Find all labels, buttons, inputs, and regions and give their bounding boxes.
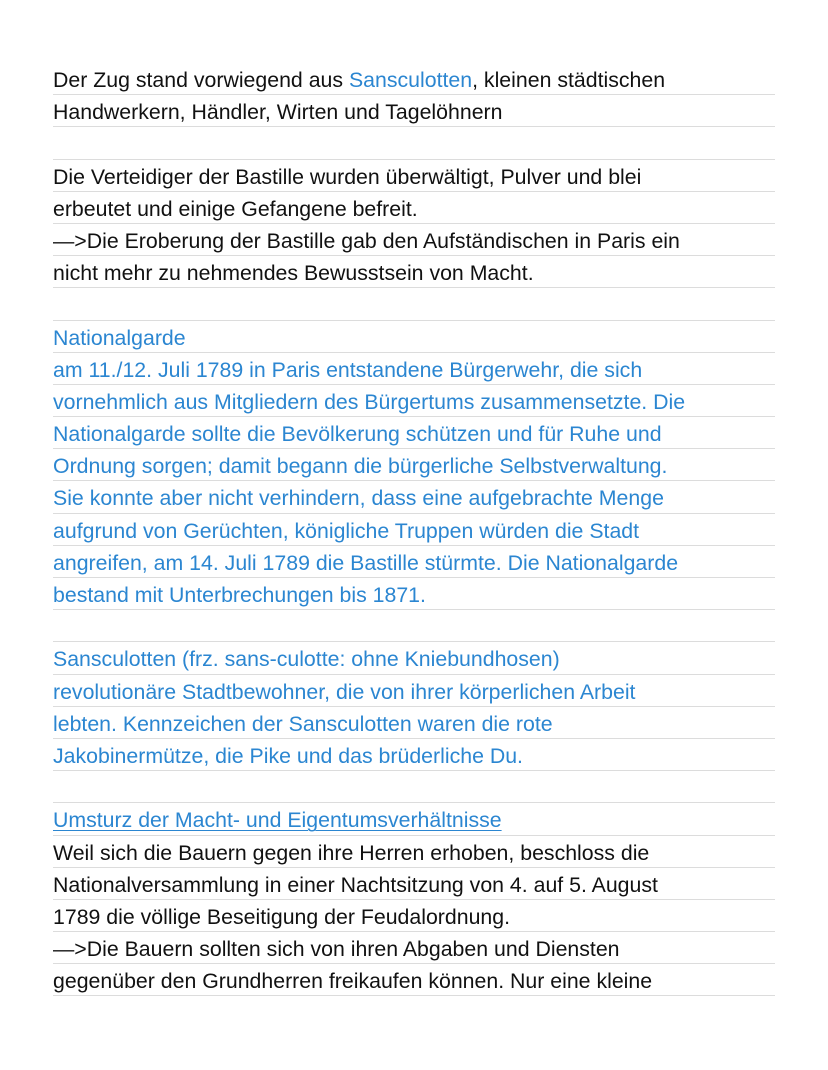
paragraph-line: 1789 die völlige Beseitigung der Feudalordnung. xyxy=(53,900,775,932)
definition-line: Nationalgarde sollte die Bevölkerung schützen und für Ruhe und xyxy=(53,417,775,449)
definition-line: Ordnung sorgen; damit begann die bürgerliche Selbstverwaltung. xyxy=(53,449,775,481)
section-heading-umsturz[interactable]: Umsturz der Macht- und Eigentumsverhältnisse xyxy=(53,808,502,833)
blank-line xyxy=(53,288,775,320)
paragraph-line: nicht mehr zu nehmendes Bewusstsein von Macht. xyxy=(53,256,775,288)
definition-line: Jakobinermütze, die Pike und das brüderliche Du. xyxy=(53,739,775,771)
blank-line xyxy=(53,127,775,159)
definition-line: angreifen, am 14. Juli 1789 die Bastille stürmte. Die Nationalgarde xyxy=(53,546,775,578)
note-page xyxy=(53,63,775,996)
definition-line: lebten. Kennzeichen der Sansculotten waren die rote xyxy=(53,707,775,739)
blank-line xyxy=(53,610,775,642)
paragraph-line: Die Verteidiger der Bastille wurden überwältigt, Pulver und blei xyxy=(53,160,775,192)
sansculotten-term: Sansculotten xyxy=(348,68,473,92)
blank-line xyxy=(53,771,775,803)
definition-line: aufgrund von Gerüchten, königliche Truppen würden die Stadt xyxy=(53,514,775,546)
definition-line: vornehmlich aus Mitgliedern des Bürgertums zusammensetzte. Die xyxy=(53,385,775,417)
paragraph-line xyxy=(53,63,775,95)
definition-line: revolutionäre Stadtbewohner, die von ihrer körperlichen Arbeit xyxy=(53,675,775,707)
definition-line: am 11./12. Juli 1789 in Paris entstandene Bürgerwehr, die sich xyxy=(53,353,775,385)
paragraph-line: erbeutet und einige Gefangene befreit. xyxy=(53,192,775,224)
section-heading-line xyxy=(53,803,775,835)
paragraph-line: Handwerkern, Händler, Wirten und Tagelöhnern xyxy=(53,95,775,127)
definition-title-nationalgarde: Nationalgarde xyxy=(53,321,775,353)
definition-line: Sie konnte aber nicht verhindern, dass eine aufgebrachte Menge xyxy=(53,481,775,513)
definition-title-sansculotten: Sansculotten (frz. sans-culotte: ohne Kniebundhosen) xyxy=(53,642,775,674)
paragraph-line: —>Die Bauern sollten sich von ihren Abgaben und Diensten xyxy=(53,932,775,964)
text-segment: Der Zug stand vorwiegend aus xyxy=(53,68,349,92)
paragraph-line: gegenüber den Grundherren freikaufen können. Nur eine kleine xyxy=(53,964,775,996)
paragraph-line: —>Die Eroberung der Bastille gab den Aufständischen in Paris ein xyxy=(53,224,775,256)
text-segment: , kleinen städtischen xyxy=(472,68,666,92)
paragraph-line: Weil sich die Bauern gegen ihre Herren erhoben, beschloss die xyxy=(53,836,775,868)
paragraph-line: Nationalversammlung in einer Nachtsitzung von 4. auf 5. August xyxy=(53,868,775,900)
definition-line: bestand mit Unterbrechungen bis 1871. xyxy=(53,578,775,610)
